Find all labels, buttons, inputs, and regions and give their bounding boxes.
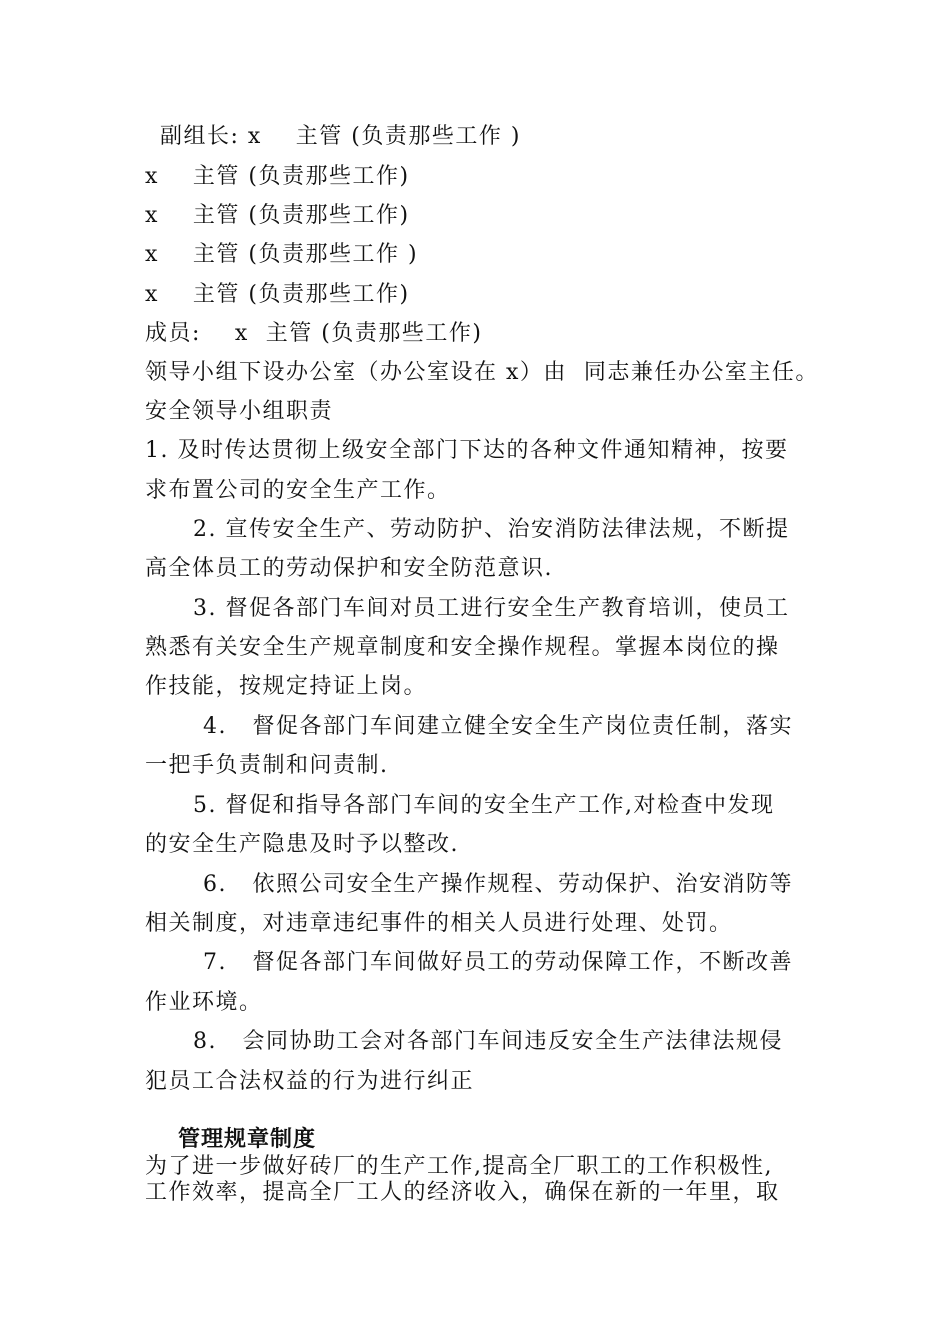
intro-line: 工作效率，提高全厂工人的经济收入，确保在新的一年里，取 [145,1180,780,1205]
roster-line-member: x 主管 (负责那些工作) [145,164,410,189]
duty-line: 7. 督促各部门车间做好员工的劳动保障工作，不断改善 [203,950,793,975]
duty-line: 3. 督促各部门车间对员工进行安全生产教育培训，使员工 [193,596,790,621]
intro-line: 为了进一步做好砖厂的生产工作,提高全厂职工的工作积极性, [145,1154,773,1179]
duty-line: 作技能，按规定持证上岗。 [145,674,428,699]
duty-line: 1. 及时传达贯彻上级安全部门下达的各种文件通知精神，按要 [145,438,789,463]
duty-line: 6. 依照公司安全生产操作规程、劳动保护、治安消防等 [203,872,793,897]
duty-line: 高全体员工的劳动保护和安全防范意识. [145,556,553,581]
duty-line: 相关制度，对违章违纪事件的相关人员进行处理、处罚。 [145,911,733,936]
roster-line-member: x 主管 (负责那些工作) [145,203,410,228]
duty-line: 一把手负责制和问责制. [145,753,389,778]
duty-line: 熟悉有关安全生产规章制度和安全操作规程。掌握本岗位的操 [145,635,780,660]
roster-line-member: x 主管 (负责那些工作 ) [145,242,419,267]
office-line: 领导小组下设办公室（办公室设在 x）由 同志兼任办公室主任。 [145,360,819,385]
roster-line-deputy-leader: 副组长: x 主管 (负责那些工作 ) [160,124,521,149]
duty-line: 的安全生产隐患及时予以整改. [145,832,459,857]
roster-line-members: 成员: x 主管 (负责那些工作) [145,321,483,346]
duty-line: 4. 督促各部门车间建立健全安全生产岗位责任制，落实 [203,714,793,739]
duties-title: 安全领导小组职责 [145,399,334,424]
duty-line: 8. 会同协助工会对各部门车间违反安全生产法律法规侵 [193,1029,783,1054]
section-heading: 管理规章制度 [178,1126,317,1152]
duty-line: 5. 督促和指导各部门车间的安全生产工作,对检查中发现 [193,793,775,818]
duty-line: 2. 宣传安全生产、劳动防护、治安消防法律法规，不断提 [193,517,790,542]
duty-line: 求布置公司的安全生产工作。 [145,478,451,503]
duty-line: 犯员工合法权益的行为进行纠正 [145,1069,475,1094]
roster-line-member: x 主管 (负责那些工作) [145,282,410,307]
duty-line: 作业环境。 [145,990,263,1015]
